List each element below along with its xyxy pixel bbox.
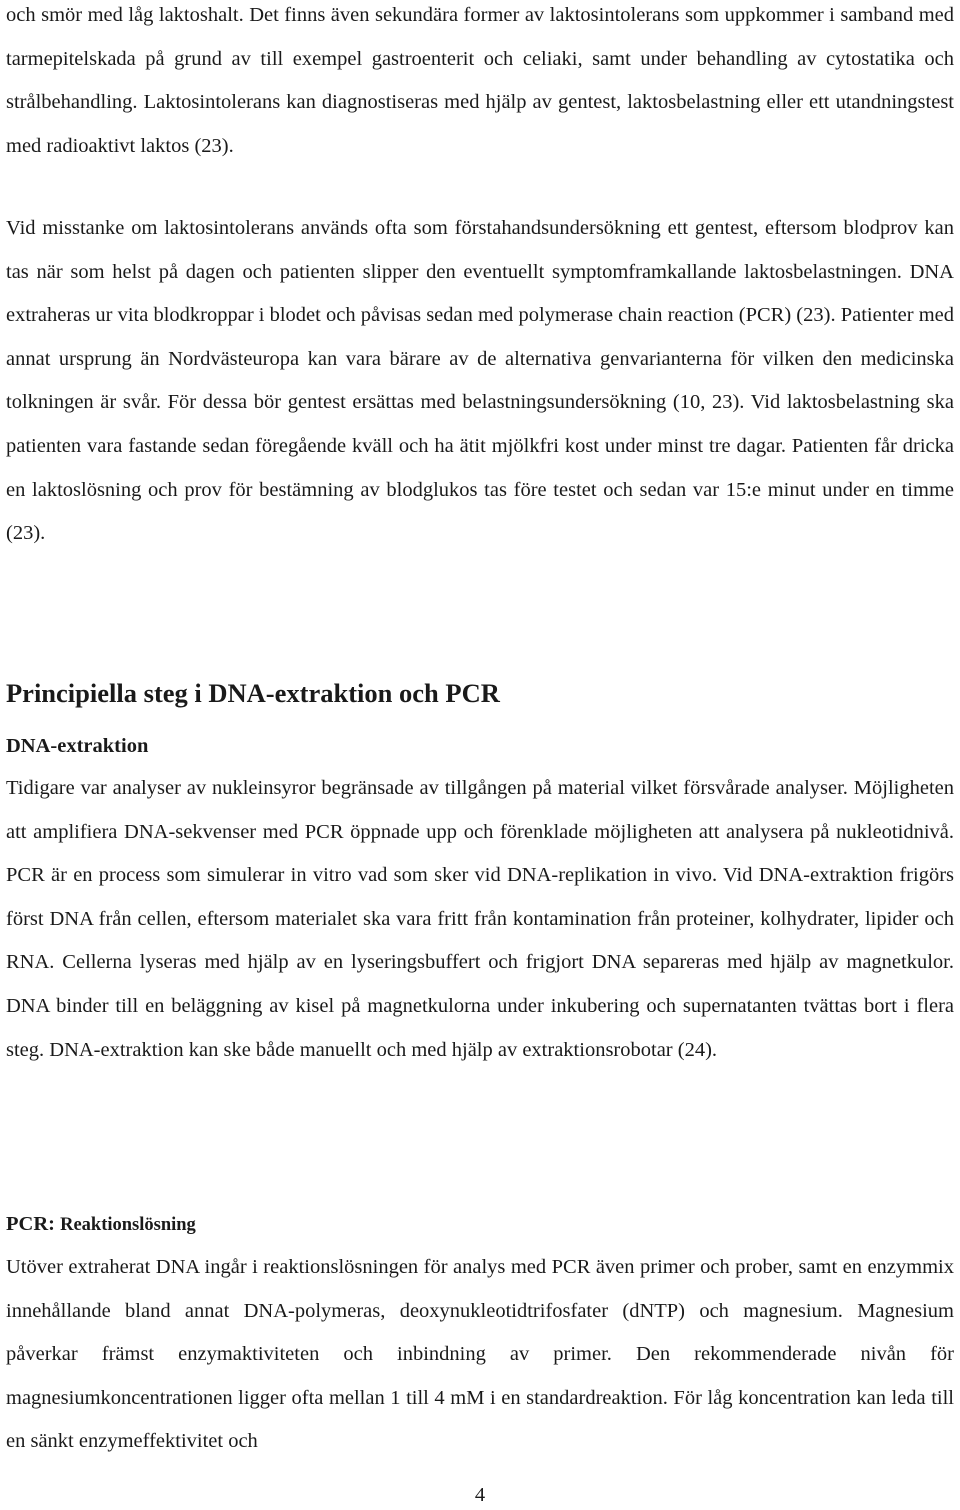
subheading-dna-extraction: DNA-extraktion (6, 735, 149, 757)
subheading-pcr-prefix: PCR: (6, 1213, 61, 1235)
paragraph-pcr-reaction-solution: Utöver extraherat DNA ingår i reaktionslösningen för analys med PCR även primer och prober, samt en enzymmix innehållande bland annat DNA-polymeras, deoxynukleotidtrifosfater (dNTP) och magnesium. Magnesium påverkar främst enzymaktiviteten och inbindning av primer. Den rekommenderade nivån för magnesiumkoncentrationen ligger ofta mellan 1 till 4 mM i en standardreaktion. För låg koncentration kan leda till en sänkt enzymeffektivitet och (6, 1256, 954, 1453)
paragraph-lactose-intolerance-forms: och smör med låg laktoshalt. Det finns även sekundära former av laktosintolerans som uppkommer i samband med tarmepitelskada på grund av till exempel gastroenterit och celiaki, samt under behandling av cytostatika och strålbehandling. Laktosintolerans kan diagnostiseras med hjälp av gentest, laktosbelastning eller ett utandningstest med radioaktivt laktos (23). (6, 4, 954, 157)
paragraph-dna-extraction: Tidigare var analyser av nukleinsyror begränsade av tillgången på material vilket försvårade analyser. Möjligheten att amplifiera DNA-sekvenser med PCR öppnade upp och förenklade möjligheten att analysera på nukleotidnivå. PCR är en process som simulerar in vitro vad som sker vid DNA-replikation in vivo. Vid DNA-extraktion frigörs först DNA från cellen, eftersom materialet ska vara fritt från kontamination från proteiner, kolhydrater, lipider och RNA. Cellerna lyseras med hjälp av en lyseringsbuffert och frigjort DNA separeras med hjälp av magnetkulor. DNA binder till en beläggning av kisel på magnetkulorna under inkubering och supernatanten tvättas bort i flera steg. DNA-extraktion kan ske både manuellt och med hjälp av extraktionsrobotar (24). (6, 777, 954, 1061)
section-heading-dna-pcr: Principiella steg i DNA-extraktion och PCR (6, 678, 500, 708)
paragraph-gene-test: Vid misstanke om laktosintolerans används ofta som förstahandsundersökning ett gentest, eftersom blodprov kan tas när som helst på dagen och patienten slipper den eventuellt symptomframkallande laktosbelastningen. DNA extraheras ur vita blodkroppar i blodet och påvisas sedan med polymerase chain reaction (PCR) (23). Patienter med annat ursprung än Nordvästeuropa kan vara bärare av de alternativa genvarianterna för vilken den medicinska tolkningen är svår. För dessa bör gentest ersättas med belastningsundersökning (10, 23). Vid laktosbelastning ska patienten vara fastande sedan föregående kväll och ha ätit mjölkfri kost under minst tre dagar. Patienten får dricka en laktoslösning och prov för bestämning av blodglukos tas före testet och sedan var 15:e minut under en timme (23). (6, 217, 954, 545)
page-number: 4 (474, 1484, 486, 1506)
subheading-pcr-label: Reaktionslösning (60, 1215, 196, 1235)
subheading-pcr-reaction-solution (6, 1207, 196, 1242)
